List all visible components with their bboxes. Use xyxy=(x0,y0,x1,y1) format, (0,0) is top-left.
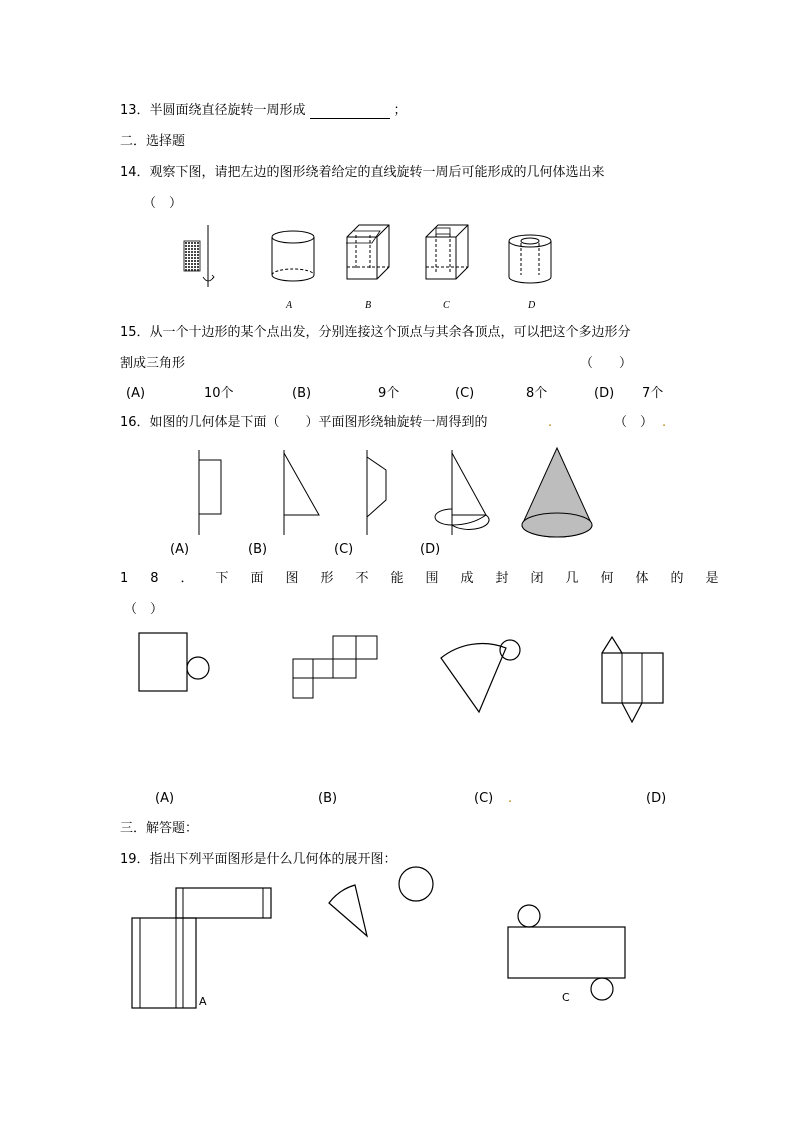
q15-option-a-label: (A) xyxy=(126,386,146,401)
question-13-text: 13．半圆面绕直径旋转一周形成 xyxy=(120,103,306,118)
q16-option-d-label: (D) xyxy=(420,542,441,557)
q16-option-b-label: (B) xyxy=(248,542,268,557)
option-c-label: C xyxy=(443,300,450,311)
question-16-text: 16．如图的几何体是下面（ ）平面图形绕轴旋转一周得到的 xyxy=(120,415,488,430)
question-19-text: 19．指出下列平面图形是什么几何体的展开图： xyxy=(120,852,397,867)
q15-option-a-value: 10个 xyxy=(204,386,234,401)
question-18-figures xyxy=(130,630,670,730)
question-16-figures xyxy=(190,445,630,545)
q16-option-d-triangle-semicircle xyxy=(435,450,489,535)
question-16-dot2: . xyxy=(662,415,667,430)
q18-option-a-square-circle xyxy=(139,633,209,691)
q18-option-c-sector-circle xyxy=(441,640,520,712)
option-c-hollow-prism xyxy=(426,225,468,279)
q18-option-c-label: (C) xyxy=(474,791,494,806)
q18-option-d-label: (D) xyxy=(646,791,667,806)
q18-dot: . xyxy=(508,791,513,806)
q19-figure-c-cylinder-net xyxy=(508,905,625,1000)
question-16-paren: （ ） xyxy=(614,415,654,430)
question-15-line1: 15．从一个十边形的某个点出发，分别连接这个顶点与其余各顶点，可以把这个多边形分 xyxy=(120,325,631,340)
question-18-paren: （ ） xyxy=(124,602,164,617)
q16-option-c-trapezoid xyxy=(367,450,386,535)
q15-option-d-value: 7个 xyxy=(642,386,664,401)
q18-option-b-label: (B) xyxy=(318,791,338,806)
question-15-paren: （ ） xyxy=(580,356,633,371)
option-d-label: D xyxy=(528,300,536,311)
q16-cone xyxy=(522,448,592,537)
q15-option-c-label: (C) xyxy=(455,386,475,401)
q15-option-b-value: 9个 xyxy=(378,386,400,401)
q16-option-a-rectangle xyxy=(199,450,221,535)
question-14-paren: （ ） xyxy=(143,196,183,211)
q15-option-d-label: (D) xyxy=(594,386,615,401)
q19-label-c: C xyxy=(562,991,570,1004)
q19-figure-b-cone-net xyxy=(329,867,433,936)
question-13 xyxy=(120,103,407,119)
option-d-hollow-cylinder xyxy=(509,235,551,283)
option-a-cylinder xyxy=(272,231,314,281)
q15-option-b-label: (B) xyxy=(292,386,312,401)
question-14-text: 14．观察下图，请把左边的图形绕着给定的直线旋转一周后可能形成的几何体选出来 xyxy=(120,165,605,180)
q19-label-a: A xyxy=(199,995,207,1008)
question-16-dot: . xyxy=(548,415,553,430)
answer-blank[interactable] xyxy=(310,106,390,119)
q18-option-a-label: (A) xyxy=(155,791,175,806)
question-13-end: ； xyxy=(393,103,407,118)
section-answer-heading: 三．解答题： xyxy=(120,821,199,836)
q18-option-d-prism-net xyxy=(602,637,663,722)
option-b-hollow-prism xyxy=(346,225,389,279)
q19-figure-a-net xyxy=(132,888,271,1008)
section-choice-heading: 二．选择题 xyxy=(120,134,186,149)
question-18-text: 18．下面图形不能围成封闭几何体的是 xyxy=(120,571,741,586)
q15-option-c-value: 8个 xyxy=(526,386,548,401)
option-a-label: A xyxy=(286,300,293,311)
q16-option-b-triangle xyxy=(284,450,319,535)
question-15-line2: 割成三角形 xyxy=(120,356,186,371)
shaded-rectangle-with-axis xyxy=(184,225,214,287)
q18-option-b-cube-net xyxy=(293,636,377,698)
option-b-label: B xyxy=(365,300,372,311)
q16-option-c-label: (C) xyxy=(334,542,354,557)
q16-option-a-label: (A) xyxy=(170,542,190,557)
